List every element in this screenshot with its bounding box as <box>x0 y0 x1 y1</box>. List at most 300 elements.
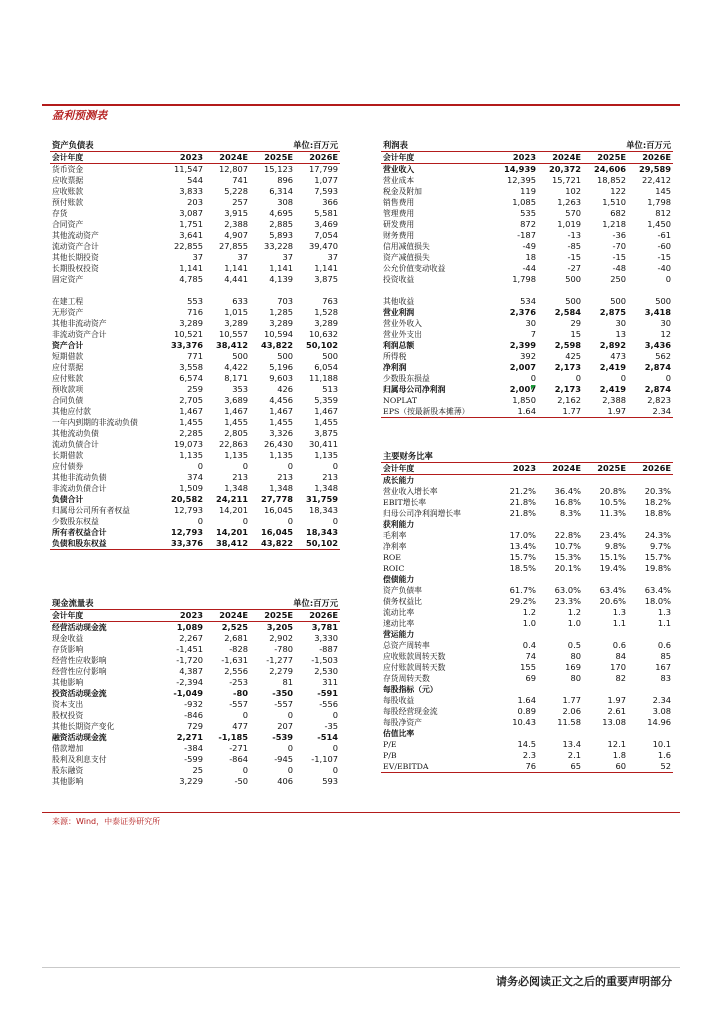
table-row <box>50 197 340 208</box>
unit-label: 单位:百万元 <box>293 598 339 608</box>
row-value: 4,785 <box>179 274 203 284</box>
row-label: 其他应付款 <box>52 407 91 416</box>
row-label: 应付账款 <box>52 374 84 383</box>
row-label: 一年内到期的非流动负债 <box>52 418 138 427</box>
row-value <box>583 285 628 296</box>
column-header-year: 2026E <box>295 610 340 622</box>
row-value: 213 <box>322 472 339 482</box>
table-row <box>50 644 340 655</box>
row-value: 16,045 <box>261 527 294 537</box>
row-label: 速动比率 <box>383 619 415 628</box>
row-value: 2,399 <box>509 340 536 350</box>
row-value: 1,077 <box>314 175 339 185</box>
row-label: 经营活动现金流 <box>52 623 107 632</box>
row-value: 23.4% <box>599 530 626 540</box>
row-value: 39,470 <box>309 241 339 251</box>
row-value: 1,751 <box>179 219 203 229</box>
row-value: -70 <box>612 241 627 251</box>
row-value: 4,441 <box>224 274 249 284</box>
table-row <box>50 285 340 296</box>
table-row <box>50 472 340 483</box>
row-value: 5,359 <box>314 395 339 405</box>
table-row <box>50 622 340 634</box>
table-row <box>381 219 673 230</box>
row-value: -50 <box>234 776 249 786</box>
row-value: 3,289 <box>179 318 203 328</box>
row-value: 4,456 <box>269 395 294 405</box>
row-value: 593 <box>322 776 339 786</box>
row-value: 25 <box>192 765 203 775</box>
row-value: 14,939 <box>503 164 536 174</box>
row-value: 308 <box>277 197 294 207</box>
column-header-year: 2024E <box>538 463 583 475</box>
table-row <box>381 307 673 318</box>
row-value: -85 <box>567 241 582 251</box>
row-value: 85 <box>660 651 672 661</box>
row-value: 535 <box>520 208 536 218</box>
row-label: 负债合计 <box>52 495 84 504</box>
row-value: -15 <box>657 252 672 262</box>
row-value <box>493 629 538 640</box>
row-value: 0.6 <box>657 640 672 650</box>
row-value: 1.0 <box>522 618 536 628</box>
table-row <box>50 538 340 550</box>
row-value: 10.1 <box>652 739 672 749</box>
row-value: 500 <box>610 296 627 306</box>
table-row <box>381 761 673 773</box>
row-label: 流动资产合计 <box>52 242 99 251</box>
row-value: -864 <box>229 754 249 764</box>
row-value: -780 <box>274 644 294 654</box>
column-header-year: 2025E <box>250 152 295 164</box>
table-row <box>381 651 673 662</box>
row-value: -253 <box>229 677 249 687</box>
row-value: -932 <box>184 699 203 709</box>
row-value: -539 <box>272 732 294 742</box>
row-value: -1,107 <box>311 754 339 764</box>
row-label: 营业利润 <box>383 308 415 317</box>
table-row <box>50 699 340 710</box>
row-value: 60 <box>583 761 628 773</box>
row-value: 1,467 <box>269 406 294 416</box>
row-value: -48 <box>612 263 627 273</box>
row-value: 29.2% <box>509 596 536 606</box>
row-value: 26,430 <box>264 439 294 449</box>
row-value: 4,139 <box>269 274 294 284</box>
row-value: 12,793 <box>173 505 203 515</box>
row-value: 33,376 <box>170 340 203 350</box>
row-value: 1,263 <box>557 197 582 207</box>
table-row <box>50 175 340 186</box>
table-row <box>50 241 340 252</box>
row-value: 1,348 <box>269 483 294 493</box>
row-value: 1,135 <box>179 450 203 460</box>
row-value: 169 <box>565 662 581 672</box>
row-value: 0.4 <box>522 640 536 650</box>
row-value: 1.0 <box>567 618 581 628</box>
table-title-row <box>50 598 340 610</box>
row-value: 1,455 <box>224 417 249 427</box>
table-row <box>50 164 340 176</box>
row-label: 净利率 <box>383 542 407 551</box>
row-value: 1,455 <box>314 417 339 427</box>
table-row <box>50 318 340 329</box>
row-value: 63.4% <box>644 585 672 595</box>
row-value: 11.3% <box>599 508 626 518</box>
row-value: 3,418 <box>644 307 672 317</box>
row-value: 2.3 <box>522 750 536 760</box>
row-value: 65 <box>538 761 583 773</box>
row-value: 1,467 <box>224 406 249 416</box>
row-value <box>628 629 673 640</box>
row-label: 其他收益 <box>383 297 415 306</box>
row-value: 562 <box>655 351 672 361</box>
table-row <box>381 252 673 263</box>
column-header-label: 会计年度 <box>50 152 160 164</box>
row-value: 0 <box>575 373 582 383</box>
row-value: 257 <box>232 197 249 207</box>
row-value: 2.34 <box>628 406 673 418</box>
row-value: 20.6% <box>599 596 626 606</box>
row-value: 3,833 <box>179 186 203 196</box>
row-value: 500 <box>655 296 672 306</box>
row-value: 1,135 <box>269 450 294 460</box>
table-row <box>50 710 340 721</box>
row-value: 82 <box>615 673 626 683</box>
row-value: 1.1 <box>612 618 626 628</box>
row-value: 12,793 <box>170 527 203 537</box>
row-value: 3,875 <box>314 428 339 438</box>
row-label: 投资活动现金流 <box>52 689 107 698</box>
table-row <box>381 607 673 618</box>
column-header-year: 2025E <box>583 463 628 475</box>
row-label: 存货周转天数 <box>383 674 430 683</box>
row-value: -2,394 <box>176 677 203 687</box>
row-value <box>538 285 583 296</box>
row-value: 20.1% <box>554 563 581 573</box>
row-value: 2,885 <box>269 219 294 229</box>
row-value: 500 <box>232 351 249 361</box>
row-label: 预付账款 <box>52 198 84 207</box>
row-label: 流动负债合计 <box>52 440 99 449</box>
row-value: 155 <box>520 662 536 672</box>
column-header-label: 会计年度 <box>50 610 160 622</box>
row-value: 2,530 <box>314 666 339 676</box>
row-value: 2.34 <box>652 695 672 705</box>
row-value: 76 <box>493 761 538 773</box>
table-row <box>50 527 340 538</box>
row-value: 9.7% <box>649 541 672 551</box>
row-value <box>538 475 583 487</box>
row-label: 每股指标（元） <box>383 685 438 694</box>
table-row <box>381 362 673 373</box>
table-row <box>50 417 340 428</box>
table-row <box>381 739 673 750</box>
row-value: 703 <box>277 296 294 306</box>
row-value: 5,893 <box>269 230 294 240</box>
row-value: 170 <box>610 662 626 672</box>
row-label: 其他非流动负债 <box>52 473 107 482</box>
row-value: 500 <box>565 296 582 306</box>
row-value: 18,343 <box>306 527 339 537</box>
row-value: 1.77 <box>562 695 581 705</box>
table-row <box>381 373 673 384</box>
row-label: EV/EBITDA <box>381 761 493 773</box>
row-value: 38,412 <box>216 340 249 350</box>
row-value: 12.1 <box>607 739 626 749</box>
row-value: 13.4 <box>562 739 581 749</box>
row-value: 1,141 <box>179 263 203 273</box>
row-value: 122 <box>610 186 627 196</box>
row-value <box>538 684 583 695</box>
table-row <box>50 483 340 494</box>
row-value: 0 <box>242 765 249 775</box>
table-title: 主要财务比率 <box>383 451 433 461</box>
row-value: 3,229 <box>179 776 203 786</box>
row-value: 1,218 <box>602 219 627 229</box>
row-value <box>583 728 628 739</box>
row-value: 763 <box>322 296 339 306</box>
row-value: 43,822 <box>250 538 295 550</box>
row-value: 6,054 <box>314 362 339 372</box>
row-value: 1,798 <box>647 197 672 207</box>
row-value <box>628 728 673 739</box>
row-label: 研发费用 <box>383 220 415 229</box>
table-row <box>50 384 340 395</box>
bottom-rule <box>42 812 680 813</box>
row-label: 应付债券 <box>52 462 84 471</box>
row-label: 每股净资产 <box>383 718 422 727</box>
row-value: 2,388 <box>224 219 249 229</box>
row-value: 2.61 <box>607 706 626 716</box>
row-value: 17.0% <box>509 530 536 540</box>
row-value: 19.8% <box>644 563 672 573</box>
row-value: 15.7% <box>509 552 536 562</box>
table-row <box>381 541 673 552</box>
table-row <box>381 329 673 340</box>
row-value: 61.7% <box>509 585 536 595</box>
row-value: 18.8% <box>644 508 672 518</box>
top-rule <box>42 104 680 106</box>
row-value: -828 <box>229 644 249 654</box>
row-value: 37 <box>237 252 249 262</box>
row-value: 1,141 <box>224 263 249 273</box>
table-title: 利润表 <box>383 140 408 150</box>
row-value: 12 <box>660 329 672 339</box>
table-row <box>50 186 340 197</box>
row-value: 513 <box>322 384 339 394</box>
row-value: 18,852 <box>597 175 627 185</box>
section-title: 盈利预测表 <box>52 109 107 122</box>
row-value <box>493 519 538 530</box>
row-value: 3,326 <box>269 428 294 438</box>
row-value: 1,348 <box>224 483 249 493</box>
table-row <box>50 754 340 765</box>
row-value: 2,598 <box>554 340 582 350</box>
row-value: 30 <box>660 318 672 328</box>
table-row <box>50 494 340 505</box>
row-value: 21.8% <box>509 508 536 518</box>
table-row <box>50 461 340 472</box>
row-value: 2,388 <box>602 395 627 405</box>
row-value <box>583 574 628 585</box>
table-row <box>381 384 673 395</box>
table-row <box>50 677 340 688</box>
column-header-year: 2023 <box>160 152 205 164</box>
row-value: 20,372 <box>549 164 582 174</box>
row-value: 2,556 <box>224 666 249 676</box>
row-value: 2,875 <box>599 307 627 317</box>
table-row <box>381 395 673 406</box>
row-value: -49 <box>522 241 536 251</box>
column-header-year: 2024E <box>538 152 583 164</box>
row-label: 总资产周转率 <box>383 641 430 650</box>
row-value: -557 <box>274 699 294 709</box>
row-label: 应收票据 <box>52 176 84 185</box>
row-value: 0 <box>287 461 294 471</box>
row-value: 102 <box>565 186 582 196</box>
row-value: 7,593 <box>314 186 339 196</box>
row-value: 392 <box>520 351 536 361</box>
column-header-row <box>50 610 340 622</box>
table-title-row <box>50 140 340 152</box>
table-title: 现金流量表 <box>52 598 94 608</box>
row-value: 16,045 <box>264 505 294 515</box>
row-label: 无形资产 <box>52 308 84 317</box>
row-value: 0 <box>332 461 339 471</box>
row-value: 1,089 <box>176 622 203 632</box>
row-value <box>493 285 538 296</box>
row-value: 22.8% <box>554 530 581 540</box>
row-value: 2,007 <box>493 384 538 395</box>
table-row <box>381 684 673 695</box>
row-value: 22,412 <box>642 175 672 185</box>
row-value: 4,907 <box>224 230 249 240</box>
row-value: -1,451 <box>176 644 203 654</box>
row-label: 其他长期资产变化 <box>52 722 115 731</box>
row-value: 3,289 <box>224 318 249 328</box>
row-value: 406 <box>277 776 294 786</box>
table-row <box>381 186 673 197</box>
row-value: 1,141 <box>314 263 339 273</box>
footer-rule <box>42 967 680 968</box>
row-value: 63.0% <box>554 585 581 595</box>
row-value: 10,521 <box>173 329 203 339</box>
row-value: -44 <box>522 263 536 273</box>
table-row <box>381 285 673 296</box>
row-label: 其他流动资产 <box>52 231 99 240</box>
row-value: 37 <box>192 252 203 262</box>
table-title-row <box>381 140 673 152</box>
row-label: 融资活动现金流 <box>52 733 107 742</box>
table-row <box>50 439 340 450</box>
row-value: -1,277 <box>266 655 294 665</box>
column-header-year: 2026E <box>628 152 673 164</box>
row-value: 812 <box>655 208 672 218</box>
table-row <box>381 351 673 362</box>
row-label: 长期股权投资 <box>52 264 99 273</box>
row-value: 3,781 <box>311 622 339 632</box>
row-label: 销售费用 <box>383 198 415 207</box>
row-value: 37 <box>327 252 339 262</box>
column-header-row <box>381 463 673 475</box>
table-row <box>50 373 340 384</box>
table-row <box>50 351 340 362</box>
row-value: 2.1 <box>567 750 581 760</box>
row-label: 合同资产 <box>52 220 84 229</box>
row-value: 10.43 <box>512 717 536 727</box>
row-label: 净利润 <box>383 363 407 372</box>
row-value: 31,759 <box>306 494 339 504</box>
row-label: 归母公司净利润增长率 <box>383 509 461 518</box>
row-value: 0 <box>242 516 249 526</box>
row-value: 17,799 <box>309 164 339 174</box>
row-value: 13 <box>615 329 627 339</box>
row-value: 259 <box>187 384 203 394</box>
row-value: 38,412 <box>205 538 250 550</box>
table-row <box>50 505 340 516</box>
row-value: 15.1% <box>599 552 626 562</box>
row-value: 18.5% <box>509 563 536 573</box>
row-value: 15,721 <box>552 175 582 185</box>
row-label: P/B <box>383 751 397 760</box>
row-value: 2.06 <box>562 706 581 716</box>
row-value: 534 <box>520 296 536 306</box>
row-value <box>538 519 583 530</box>
row-value: 0 <box>332 743 339 753</box>
row-value: 2,279 <box>269 666 294 676</box>
row-value: 63.4% <box>599 585 626 595</box>
row-value: 15.7% <box>644 552 672 562</box>
row-value: 14,201 <box>216 527 249 537</box>
row-value: 7 <box>530 329 536 339</box>
row-value <box>538 629 583 640</box>
row-label: 税金及附加 <box>383 187 422 196</box>
table-row <box>381 274 673 285</box>
row-value: 4,387 <box>179 666 203 676</box>
table-row <box>50 732 340 743</box>
column-header-row <box>50 152 340 164</box>
row-value: 2,173 <box>554 362 582 372</box>
row-value: 18 <box>525 252 536 262</box>
row-label: 投资收益 <box>383 275 415 284</box>
disclaimer-footer: 请务必阅读正文之后的重要声明部分 <box>496 975 672 988</box>
row-value: 1.97 <box>583 406 628 418</box>
income-statement-table <box>381 140 673 418</box>
table-row <box>50 395 340 406</box>
table-row <box>381 263 673 274</box>
row-label: 其他非流动资产 <box>52 319 107 328</box>
table-row <box>381 164 673 176</box>
row-value: -557 <box>229 699 249 709</box>
row-value: 2,525 <box>221 622 249 632</box>
row-label: ROIC <box>383 564 405 573</box>
column-header-year: 2024E <box>205 610 250 622</box>
row-label: 获利能力 <box>383 520 415 529</box>
row-value: 729 <box>187 721 203 731</box>
row-value: 13.08 <box>602 717 626 727</box>
row-value: 33,376 <box>160 538 205 550</box>
table-row <box>50 362 340 373</box>
row-value <box>628 285 673 296</box>
row-label: 借款增加 <box>52 744 84 753</box>
table-row <box>381 197 673 208</box>
row-value: 0 <box>332 710 339 720</box>
row-label: 营业外支出 <box>383 330 422 339</box>
row-label: EBIT增长率 <box>383 498 427 507</box>
row-value: 81 <box>282 677 294 687</box>
row-value: 2,892 <box>599 340 627 350</box>
